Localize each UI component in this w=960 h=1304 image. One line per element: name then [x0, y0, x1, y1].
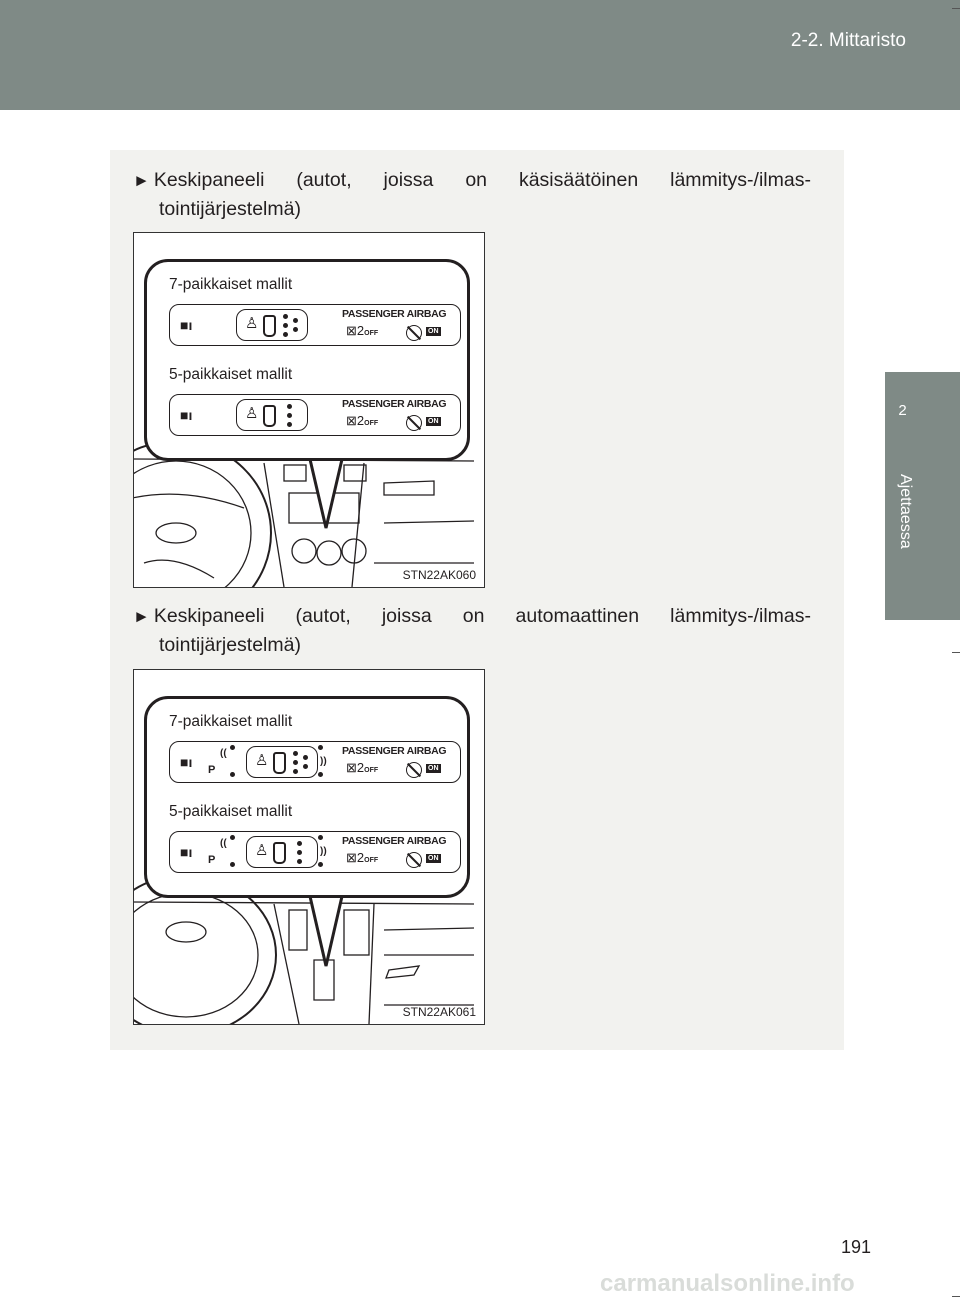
indicator-panel	[169, 831, 461, 873]
section-heading: ► Keskipaneeli (autot, joissa on automaattinen lämmitys-/ilmas- tointijärjestelmä)	[133, 605, 811, 656]
variant-label: 5-paikkaiset mallit	[169, 803, 293, 820]
airbag-disabled-icon	[406, 852, 422, 868]
seatbelt-reminder-group	[246, 836, 318, 868]
watermark: carmanualsonline.info	[600, 1270, 855, 1297]
crop-mark	[952, 652, 960, 653]
seatbelt-reminder-group	[236, 399, 308, 431]
sensor-wave-icon: ((	[220, 748, 227, 759]
sensor-wave-icon: ))	[320, 756, 327, 767]
page-number: 191	[840, 1237, 871, 1257]
airbag-on-indicator: ON	[428, 328, 439, 335]
arrow-bullet-icon: ►	[133, 171, 150, 190]
center-panel-figure	[133, 669, 485, 1025]
arrow-bullet-icon: ►	[133, 607, 150, 626]
security-indicator-icon: ■ı	[180, 844, 193, 860]
passenger-airbag-label: PASSENGER AIRBAG	[342, 745, 447, 757]
chapter-number: 2	[898, 402, 907, 419]
indicator-callout	[144, 696, 470, 898]
passenger-airbag-label: PASSENGER AIRBAG	[342, 398, 447, 410]
parking-sensor-icon: P	[208, 854, 216, 866]
center-panel-figure	[133, 232, 485, 588]
airbag-disabled-icon	[406, 325, 422, 341]
crop-mark	[952, 1296, 960, 1297]
chapter-tab	[885, 372, 960, 466]
seat-icon	[263, 315, 276, 337]
seatbelt-icon: ♙	[255, 842, 269, 859]
passenger-airbag-label: PASSENGER AIRBAG	[342, 835, 447, 847]
seatbelt-reminder-group	[246, 746, 318, 778]
seat-icon	[263, 405, 276, 427]
airbag-on-indicator: ON	[428, 765, 439, 772]
sensor-wave-icon: ))	[320, 846, 327, 857]
figure-code: STN22AK060	[402, 568, 476, 582]
seatbelt-icon: ♙	[245, 405, 259, 422]
airbag-off-indicator: ⊠2OFF	[346, 413, 379, 428]
seatbelt-reminder-group	[236, 309, 308, 341]
seat-icon	[273, 752, 286, 774]
variant-label: 5-paikkaiset mallit	[169, 366, 293, 383]
airbag-disabled-icon	[406, 762, 422, 778]
section-heading: ► Keskipaneeli (autot, joissa on käsisäätöinen lämmitys-/ilmas- tointijärjestelmä)	[133, 169, 811, 220]
security-indicator-icon: ■ı	[180, 407, 193, 423]
airbag-off-indicator: ⊠2OFF	[346, 850, 379, 865]
crop-mark	[952, 8, 960, 9]
variant-label: 7-paikkaiset mallit	[169, 276, 293, 293]
airbag-disabled-icon	[406, 415, 422, 431]
page-header	[0, 0, 960, 110]
variant-label: 7-paikkaiset mallit	[169, 713, 293, 730]
indicator-panel	[169, 304, 461, 346]
sensor-wave-icon: ((	[220, 838, 227, 849]
airbag-on-indicator: ON	[428, 418, 439, 425]
indicator-panel	[169, 394, 461, 436]
airbag-on-indicator: ON	[428, 855, 439, 862]
passenger-airbag-label: PASSENGER AIRBAG	[342, 308, 447, 320]
seatbelt-icon: ♙	[255, 752, 269, 769]
figure-code: STN22AK061	[402, 1005, 476, 1019]
section-title: 2-2. Mittaristo	[790, 30, 906, 51]
parking-sensor-icon: P	[208, 764, 216, 776]
airbag-off-indicator: ⊠2OFF	[346, 760, 379, 775]
security-indicator-icon: ■ı	[180, 317, 193, 333]
security-indicator-icon: ■ı	[180, 754, 193, 770]
airbag-off-indicator: ⊠2OFF	[346, 323, 379, 338]
seat-icon	[273, 842, 286, 864]
indicator-panel	[169, 741, 461, 783]
chapter-title: Ajettaessa	[897, 474, 914, 549]
indicator-callout	[144, 259, 470, 461]
seatbelt-icon: ♙	[245, 315, 259, 332]
